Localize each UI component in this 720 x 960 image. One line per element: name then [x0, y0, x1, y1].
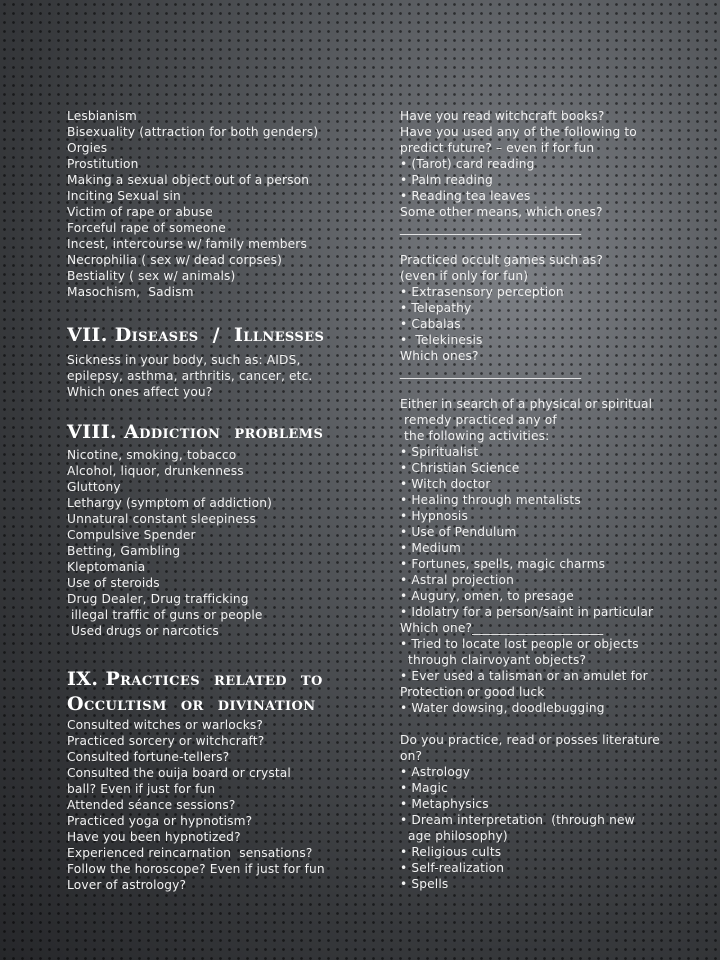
text-line: • Fortunes, spells, magic charms [400, 557, 606, 571]
text-line: Unnatural constant sleepiness [67, 512, 257, 526]
text-line: Forceful rape of someone [67, 221, 226, 235]
text-line: the following activities: [400, 429, 550, 443]
left-column [67, 108, 385, 893]
right-column [400, 108, 705, 892]
text-line: ball? Even if just for fun [67, 782, 216, 796]
text-line: • Telekinesis [400, 333, 483, 347]
text-line: Consulted witches or warlocks? [67, 718, 264, 732]
text-line: • Cabalas [400, 317, 461, 331]
text-line: Alcohol, liquor, drunkenness [67, 464, 244, 478]
text-line: Incest, intercourse w/ family members [67, 237, 307, 251]
text-line: Masochism, Sadism [67, 285, 194, 299]
text-line: Used drugs or narcotics [67, 624, 219, 638]
text-line: Have you read witchcraft books? [400, 109, 605, 123]
text-line: Some other means, which ones? [400, 205, 603, 219]
text-line: Use of steroids [67, 576, 160, 590]
text-line: • Spells [400, 877, 449, 891]
text-line: Making a sexual object out of a person [67, 173, 310, 187]
text-line: • Witch doctor [400, 477, 491, 491]
section-heading: Occultism or divination [67, 693, 316, 715]
text-line: • Water dowsing, doodlebugging [400, 701, 605, 715]
text-line: illegal traffic of guns or people [67, 608, 263, 622]
spacer [400, 716, 705, 732]
text-line: remedy practiced any of [400, 413, 557, 427]
text-line: Have you used any of the following to [400, 125, 637, 139]
text-line: Consulted fortune-tellers? [67, 750, 230, 764]
text-line: Necrophilia ( sex w/ dead corpses) [67, 253, 283, 267]
text-line: Gluttony [67, 480, 121, 494]
text-line: Have you been hypnotized? [67, 830, 241, 844]
text-line: Betting, Gambling [67, 544, 181, 558]
text-line: Inciting Sexual sin [67, 189, 181, 203]
text-line: Experienced reincarnation sensations? [67, 846, 313, 860]
text-line: Orgies [67, 141, 108, 155]
text-line: Lesbianism [67, 109, 137, 123]
text-line: Prostitution [67, 157, 139, 171]
text-line: • Healing through mentalists [400, 493, 581, 507]
text-line: • Christian Science [400, 461, 520, 475]
text-line: Lethargy (symptom of addiction) [67, 496, 272, 510]
text-line: • Spiritualist [400, 445, 479, 459]
text-line: predict future? – even if for fun [400, 141, 595, 155]
text-line: Bestiality ( sex w/ animals) [67, 269, 236, 283]
text-line: Consulted the ouija board or crystal [67, 766, 291, 780]
spacer [67, 400, 385, 420]
text-line: through clairvoyant objects? [400, 653, 587, 667]
text-line: • Religious cults [400, 845, 502, 859]
text-line: • Augury, omen, to presage [400, 589, 574, 603]
text-line: • Hypnosis [400, 509, 468, 523]
text-line: • Astrology [400, 765, 471, 779]
text-line: _____________________________ [400, 221, 582, 235]
text-line: Victim of rape or abuse [67, 205, 213, 219]
text-line: • Palm reading [400, 173, 493, 187]
text-line: (even if only for fun) [400, 269, 529, 283]
text-line: • Telepathy [400, 301, 472, 315]
text-line: Drug Dealer, Drug trafficking [67, 592, 249, 606]
text-line: • Idolatry for a person/saint in particular [400, 605, 654, 619]
section-heading: IX. Practices related to [67, 668, 323, 690]
text-line: • Tried to locate lost people or objects [400, 637, 639, 651]
section-heading: VII. Diseases / Illnesses [67, 324, 325, 346]
text-line: Nicotine, smoking, tobacco [67, 448, 237, 462]
text-line: Lover of astrology? [67, 878, 187, 892]
text-line: • Self-realization [400, 861, 505, 875]
text-line: • Ever used a talisman or an amulet for [400, 669, 648, 683]
text-line: Protection or good luck [400, 685, 545, 699]
text-line: epilepsy, asthma, arthritis, cancer, etc. [67, 369, 313, 383]
text-line: Do you practice, read or posses literature [400, 733, 660, 747]
spacer [400, 380, 705, 396]
text-line: Follow the horoscope? Even if just for fun [67, 862, 325, 876]
text-line: Compulsive Spender [67, 528, 196, 542]
text-line: • Reading tea leaves [400, 189, 531, 203]
text-line: • Astral projection [400, 573, 514, 587]
text-line: on? [400, 749, 423, 763]
text-line: • (Tarot) card reading [400, 157, 535, 171]
text-line: Practiced yoga or hypnotism? [67, 814, 253, 828]
text-line: • Dream interpretation (through new [400, 813, 635, 827]
text-line: Which ones affect you? [67, 385, 213, 399]
text-line: • Extrasensory perception [400, 285, 564, 299]
text-line: Practiced occult games such as? [400, 253, 604, 267]
spacer [400, 236, 705, 252]
text-line: • Magic [400, 781, 448, 795]
text-line: age philosophy) [400, 829, 508, 843]
text-line: _____________________________ [400, 365, 582, 379]
text-line: • Use of Pendulum [400, 525, 517, 539]
text-line: Sickness in your body, such as: AIDS, [67, 353, 301, 367]
text-line: Either in search of a physical or spiritual [400, 397, 653, 411]
text-line: • Medium [400, 541, 461, 555]
text-line: Which ones? [400, 349, 479, 363]
text-line: Bisexuality (attraction for both genders) [67, 125, 319, 139]
text-line: Attended séance sessions? [67, 798, 236, 812]
spacer [67, 300, 385, 323]
text-line: Which one?_____________________ [400, 621, 604, 635]
section-heading: VIII. Addiction problems [67, 421, 324, 443]
text-line: Kleptomania [67, 560, 146, 574]
text-line: • Metaphysics [400, 797, 489, 811]
spacer [67, 639, 385, 667]
text-line: Practiced sorcery or witchcraft? [67, 734, 265, 748]
